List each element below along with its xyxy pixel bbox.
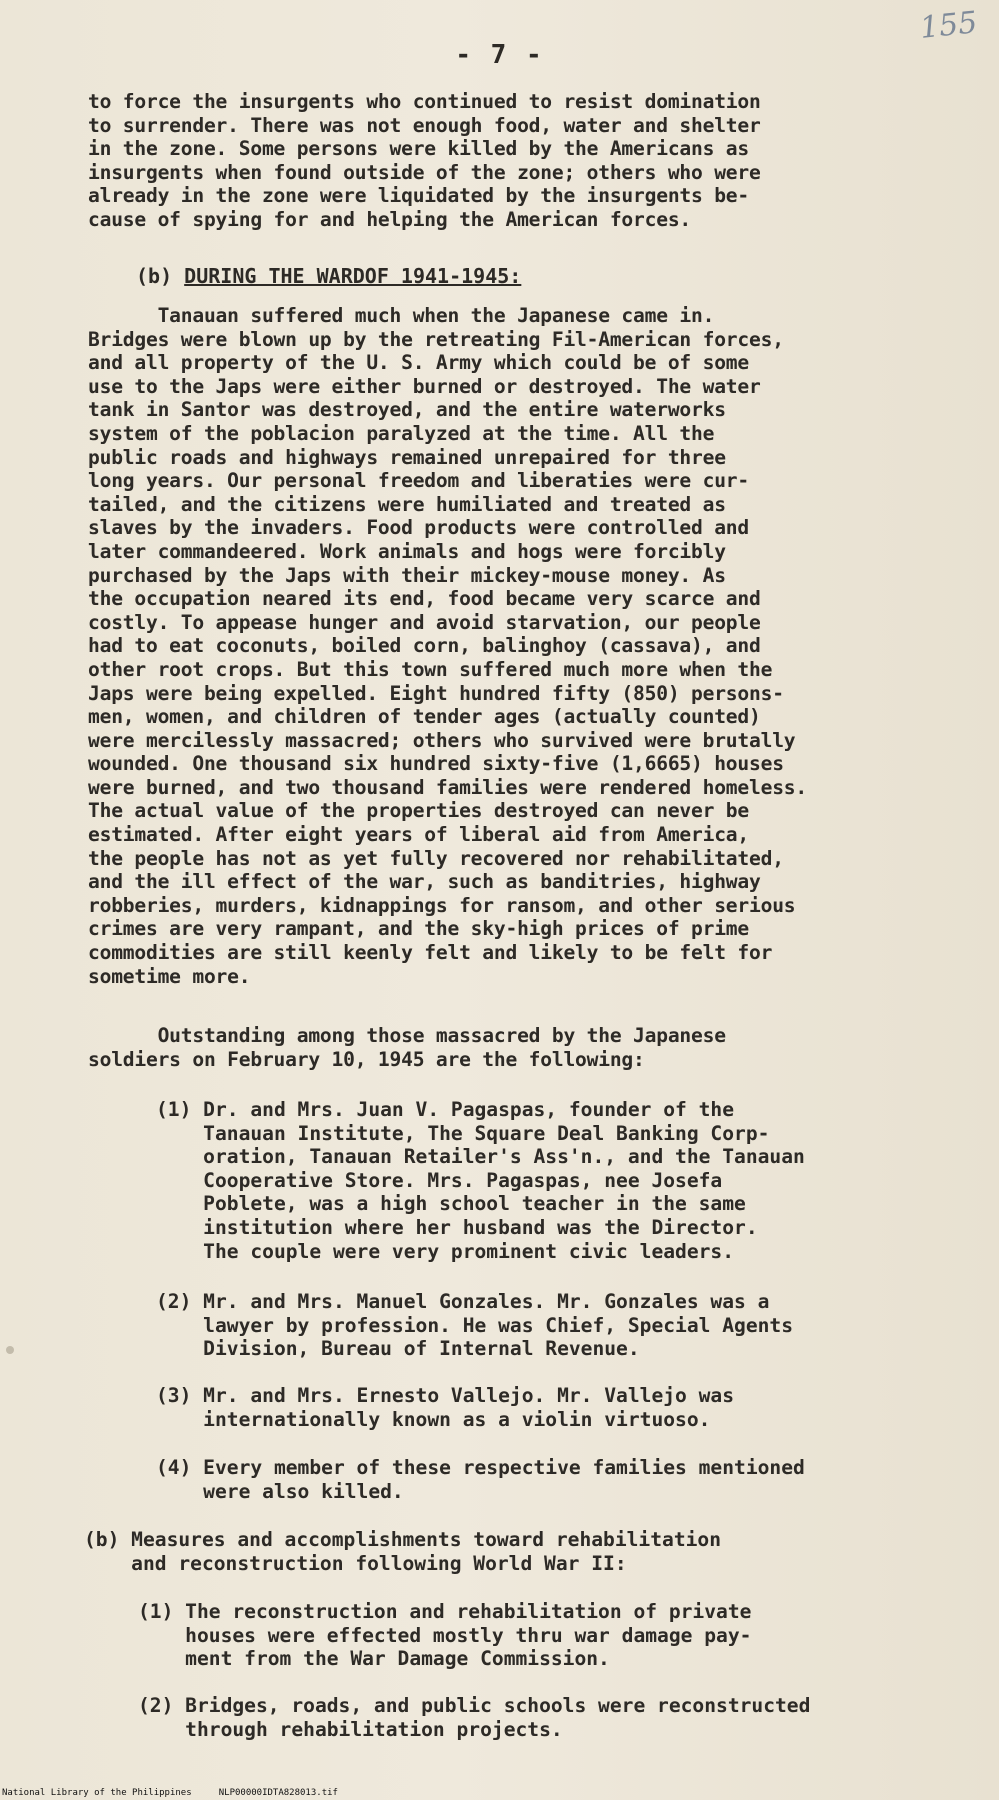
intro-paragraph: to force the insurgents who continued to resist domination to surrender. There was not enough food, water and shelter in the zone. Some persons were killed by the Americans as insurgents when found outside of the zone; others who were already in the zone were liquidated by the insurgents be- cause of spying for and helping the American forces.: [88, 90, 761, 231]
page-number: - 7 -: [455, 40, 544, 70]
section-heading-title: DURING THE WARDOF 1941-1945:: [184, 264, 522, 288]
victim-item-4: (4) Every member of these respective families mentioned were also killed.: [156, 1456, 805, 1503]
section-heading: [136, 264, 521, 288]
massacre-intro: Outstanding among those massacred by the Japanese soldiers on February 10, 1945 are the following:: [88, 1024, 726, 1071]
war-paragraph: Tanauan suffered much when the Japanese came in. Bridges were blown up by the retreating Fil-American forces, and all property of the U. S. Army which could be of some use to the Japs were either burned or destroyed. The water tank in Santor was destroyed, and the entire waterworks system of the poblacion paralyzed at the time. All the public roads and highways remained unrepaired for three long years. Our personal freedom and liberaties were cur- tailed, and the citizens were humiliated and treated as slaves by the invaders. Food products were controlled and later commandeered. Work animals and hogs were forcibly purchased by the Japs with their mickey-mouse money. As the occupation neared its end, food became very scarce and costly. To appease hunger and avoid starvation, our people had to eat coconuts, boiled corn, balinghoy (cassava), and other root crops. But this town suffered much more when the Japs were being expelled. Eight hundred fifty (850) persons- men, women, and children of tender ages (actually counted) were mercilessly massacred; others who survived were brutally wounded. One thousand six hundred sixty-five (1,6665) houses were burned, and two thousand families were rendered homeless. The actual value of the properties destroyed can never be estimated. After eight years of liberal aid from America, the people has not as yet fully recovered nor rehabilitated, and the ill effect of the war, such as banditries, highway robberies, murders, kidnappings for ransom, and other serious crimes are very rampant, and the sky-high prices of prime commodities are still keenly felt and likely to be felt for sometime more.: [88, 304, 807, 988]
archive-footer: National Library of the Philippines NLP00000IDTA828013.tif: [2, 1788, 338, 1798]
paper-stain: [6, 1346, 14, 1354]
measure-item-1: (1) The reconstruction and rehabilitation of private houses were effected mostly thru war damage pay- ment from the War Damage Commission.: [138, 1600, 752, 1671]
victim-item-1: (1) Dr. and Mrs. Juan V. Pagaspas, founder of the Tanauan Institute, The Square Deal Banking Corp- oration, Tanauan Retailer's Ass'n., and the Tanauan Cooperative Store. Mrs. Pagaspas, nee Josefa Poblete, was a high school teacher in the same institution where her husband was the Director. The couple were very prominent civic leaders.: [156, 1098, 805, 1263]
victim-item-2: (2) Mr. and Mrs. Manuel Gonzales. Mr. Gonzales was a lawyer by profession. He was Chief, Special Agents Division, Bureau of Internal Revenue.: [156, 1290, 794, 1361]
section-heading-label: (b): [136, 264, 173, 288]
victim-item-3: (3) Mr. and Mrs. Ernesto Vallejo. Mr. Vallejo was internationally known as a violin virtuoso.: [156, 1384, 735, 1431]
measures-heading: (b) Measures and accomplishments toward rehabilitation and reconstruction following World War II:: [84, 1528, 722, 1575]
measure-item-2: (2) Bridges, roads, and public schools were reconstructed through rehabilitation projects.: [138, 1694, 811, 1741]
archive-page-number: 155: [918, 5, 979, 46]
